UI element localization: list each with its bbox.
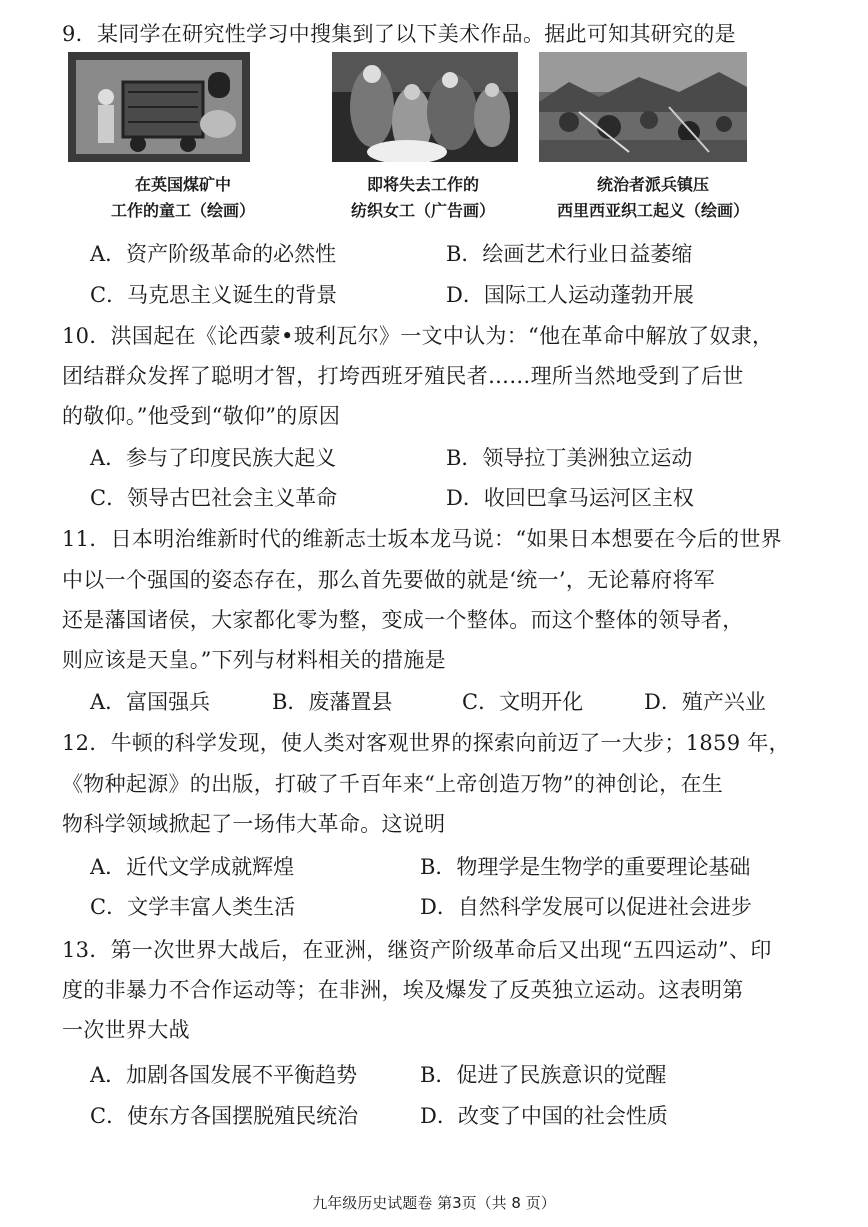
q10-option-a[interactable]: A．参与了印度民族大起义 bbox=[90, 446, 337, 470]
q13-option-a[interactable]: A．加剧各国发展不平衡趋势 bbox=[90, 1063, 358, 1087]
caption-3-line2: 西里西亚织工起义（绘画） bbox=[556, 201, 749, 220]
q10-option-c[interactable]: C．领导古巴社会主义革命 bbox=[90, 486, 338, 510]
q9-option-a[interactable]: A．资产阶级革命的必然性 bbox=[90, 242, 337, 266]
question-13-line3: 一次世界大战 bbox=[62, 1018, 190, 1042]
question-11-line3: 还是藩国诸侯，大家都化零为整，变成一个整体。而这个整体的领导者， bbox=[62, 608, 744, 632]
question-11-line2: 中以一个强国的姿态存在，那么首先要做的就是‘统一’，无论幕府将军 bbox=[62, 568, 715, 592]
question-13-line1: 13．第一次世界大战后，在亚洲，继资产阶级革命后又出现“五四运动”、印 bbox=[62, 938, 772, 962]
q12-option-c[interactable]: C．文学丰富人类生活 bbox=[90, 895, 296, 919]
caption-1-line2: 工作的童工（绘画） bbox=[110, 201, 255, 220]
caption-2-line2: 纺织女工（广告画） bbox=[350, 201, 495, 220]
question-12-line1: 12．牛顿的科学发现，使人类对客观世界的探索向前迈了一大步；1859 年， bbox=[62, 731, 790, 755]
q9-option-c[interactable]: C．马克思主义诞生的背景 bbox=[90, 283, 338, 307]
silesian-weavers-uprising-painting bbox=[539, 52, 747, 162]
q13-option-b[interactable]: B．促进了民族意识的觉醒 bbox=[420, 1063, 667, 1087]
question-10-line1: 10．洪国起在《论西蒙•玻利瓦尔》一文中认为：“他在革命中解放了奴隶， bbox=[62, 324, 774, 348]
question-13-line2: 度的非暴力不合作运动等；在非洲，埃及爆发了反英独立运动。这表明第 bbox=[62, 978, 744, 1002]
q10-option-b[interactable]: B．领导拉丁美洲独立运动 bbox=[446, 446, 693, 470]
q11-option-d[interactable]: D．殖产兴业 bbox=[644, 690, 766, 714]
q13-option-d[interactable]: D．改变了中国的社会性质 bbox=[420, 1104, 668, 1128]
q10-option-d[interactable]: D．收回巴拿马运河区主权 bbox=[446, 486, 694, 510]
q12-option-a[interactable]: A．近代文学成就辉煌 bbox=[90, 855, 295, 879]
question-10-line3: 的敬仰。”他受到“敬仰”的原因 bbox=[62, 404, 341, 428]
q13-option-c[interactable]: C．使东方各国摆脱殖民统治 bbox=[90, 1104, 359, 1128]
caption-2-line1: 即将失去工作的 bbox=[366, 175, 479, 194]
question-10-line2: 团结群众发挥了聪明才智，打垮西班牙殖民者……理所当然地受到了后世 bbox=[62, 364, 744, 388]
question-12-line3: 物科学领域掀起了一场伟大革命。这说明 bbox=[62, 812, 446, 836]
page-footer: 九年级历史试题卷 第3页（共 8 页） bbox=[312, 1194, 556, 1212]
caption-1-line1: 在英国煤矿中 bbox=[134, 175, 231, 194]
q12-option-b[interactable]: B．物理学是生物学的重要理论基础 bbox=[420, 855, 751, 879]
child-miners-painting bbox=[68, 52, 250, 162]
question-11-line1: 11．日本明治维新时代的维新志士坂本龙马说：“如果日本想要在今后的世界 bbox=[62, 527, 782, 551]
caption-3-line1: 统治者派兵镇压 bbox=[596, 175, 709, 194]
q11-option-c[interactable]: C．文明开化 bbox=[462, 690, 584, 714]
q12-option-d[interactable]: D．自然科学发展可以促进社会进步 bbox=[420, 895, 752, 919]
q11-option-a[interactable]: A．富国强兵 bbox=[90, 690, 211, 714]
question-9-stem: 9．某同学在研究性学习中搜集到了以下美术作品。据此可知其研究的是 bbox=[62, 22, 736, 46]
question-11-line4: 则应该是天皇。”下列与材料相关的措施是 bbox=[62, 648, 446, 672]
question-12-line2: 《物种起源》的出版，打破了千百年来“上帝创造万物”的神创论，在生 bbox=[62, 772, 724, 796]
q9-option-b[interactable]: B．绘画艺术行业日益萎缩 bbox=[446, 242, 693, 266]
q9-option-d[interactable]: D．国际工人运动蓬勃开展 bbox=[446, 283, 694, 307]
textile-workers-advertisement bbox=[332, 52, 518, 162]
q11-option-b[interactable]: B．废藩置县 bbox=[272, 690, 393, 714]
